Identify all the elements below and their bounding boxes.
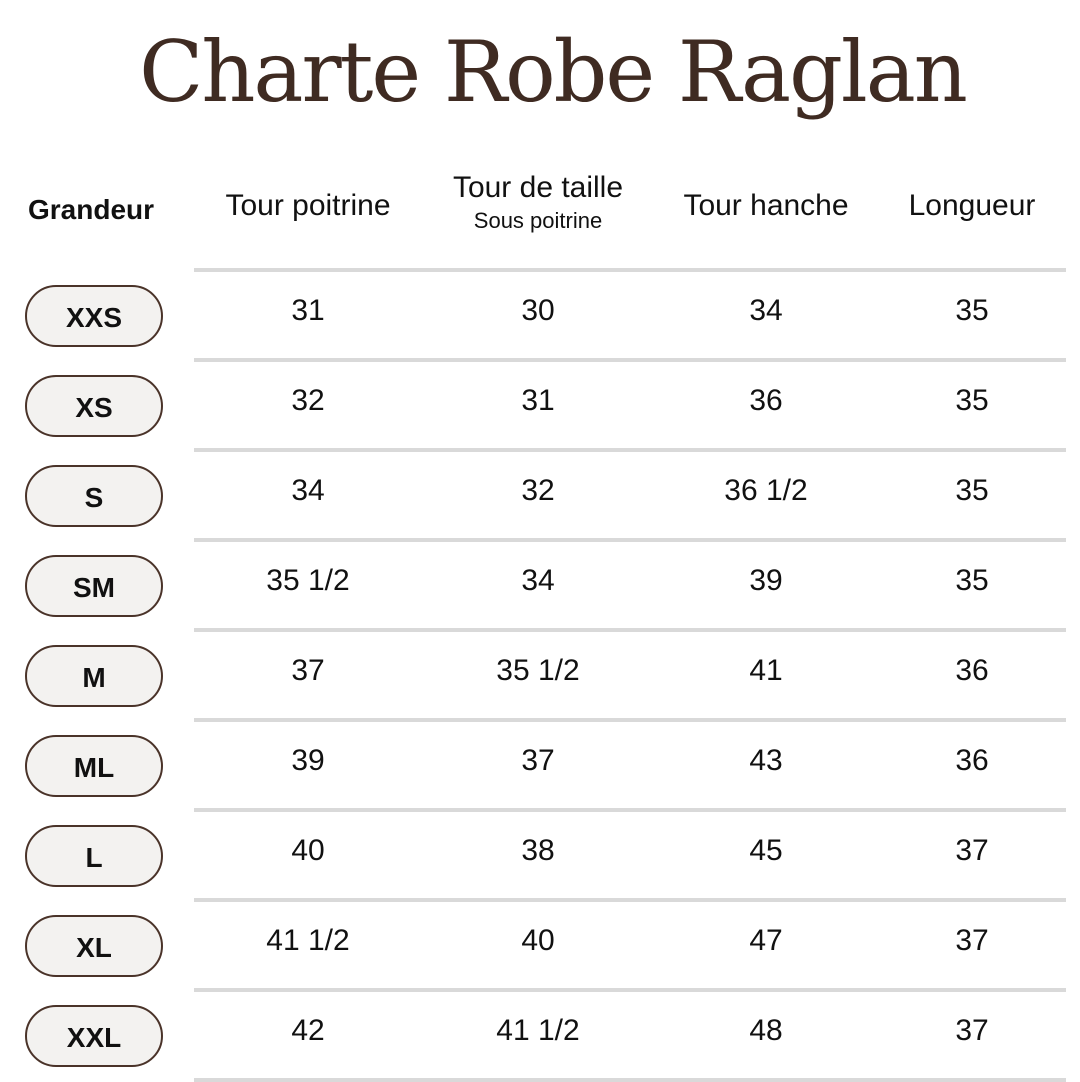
row-divider	[194, 448, 1066, 452]
cell-hip: 34	[749, 294, 783, 327]
size-badge: L	[25, 825, 163, 887]
row-divider	[194, 538, 1066, 542]
cell-length: 35	[955, 384, 989, 417]
cell-waist: 34	[521, 564, 555, 597]
cell-waist: 37	[521, 744, 555, 777]
cell-length: 36	[955, 744, 989, 777]
header-waist-sublabel: Sous poitrine	[473, 208, 603, 233]
row-divider	[194, 898, 1066, 902]
header-waist	[418, 170, 658, 234]
header-hip-label: Tour hanche	[683, 189, 849, 222]
header-bust-label: Tour poitrine	[225, 189, 391, 222]
size-badge: XXS	[25, 285, 163, 347]
cell-length: 35	[955, 474, 989, 507]
row-divider	[194, 988, 1066, 992]
header-waist-label: Tour de taille	[452, 171, 624, 204]
size-badge: SM	[25, 555, 163, 617]
cell-waist: 41 1/2	[496, 1014, 580, 1047]
cell-hip: 48	[749, 1014, 783, 1047]
cell-bust: 40	[291, 834, 325, 867]
cell-waist: 38	[521, 834, 555, 867]
size-badge: S	[25, 465, 163, 527]
cell-length: 36	[955, 654, 989, 687]
size-badge: XXL	[25, 1005, 163, 1067]
cell-bust: 31	[291, 294, 325, 327]
size-badge: XL	[25, 915, 163, 977]
cell-waist: 32	[521, 474, 555, 507]
cell-length: 37	[955, 834, 989, 867]
cell-bust: 37	[291, 654, 325, 687]
cell-bust: 32	[291, 384, 325, 417]
cell-waist: 40	[521, 924, 555, 957]
row-divider	[194, 628, 1066, 632]
cell-hip: 36	[749, 384, 783, 417]
row-divider	[194, 268, 1066, 272]
header-length	[872, 188, 1072, 224]
header-length-label: Longueur	[908, 189, 1036, 222]
cell-hip: 43	[749, 744, 783, 777]
cell-waist: 30	[521, 294, 555, 327]
cell-hip: 39	[749, 564, 783, 597]
cell-waist: 31	[521, 384, 555, 417]
cell-hip: 47	[749, 924, 783, 957]
cell-bust: 42	[291, 1014, 325, 1047]
row-divider	[194, 358, 1066, 362]
cell-waist: 35 1/2	[496, 654, 580, 687]
cell-hip: 36 1/2	[724, 474, 808, 507]
cell-length: 35	[955, 564, 989, 597]
header-size: Grandeur	[28, 194, 155, 225]
cell-bust: 39	[291, 744, 325, 777]
cell-bust: 35 1/2	[266, 564, 350, 597]
size-badge: ML	[25, 735, 163, 797]
cell-length: 37	[955, 1014, 989, 1047]
row-divider	[194, 1078, 1066, 1082]
row-divider	[194, 808, 1066, 812]
header-bust	[208, 188, 408, 224]
size-badge: XS	[25, 375, 163, 437]
cell-length: 37	[955, 924, 989, 957]
page-title: Charte Robe Raglan	[139, 23, 966, 121]
row-divider	[194, 718, 1066, 722]
cell-hip: 41	[749, 654, 783, 687]
cell-length: 35	[955, 294, 989, 327]
cell-bust: 34	[291, 474, 325, 507]
header-hip	[656, 188, 876, 224]
cell-bust: 41 1/2	[266, 924, 350, 957]
cell-hip: 45	[749, 834, 783, 867]
size-badge: M	[25, 645, 163, 707]
